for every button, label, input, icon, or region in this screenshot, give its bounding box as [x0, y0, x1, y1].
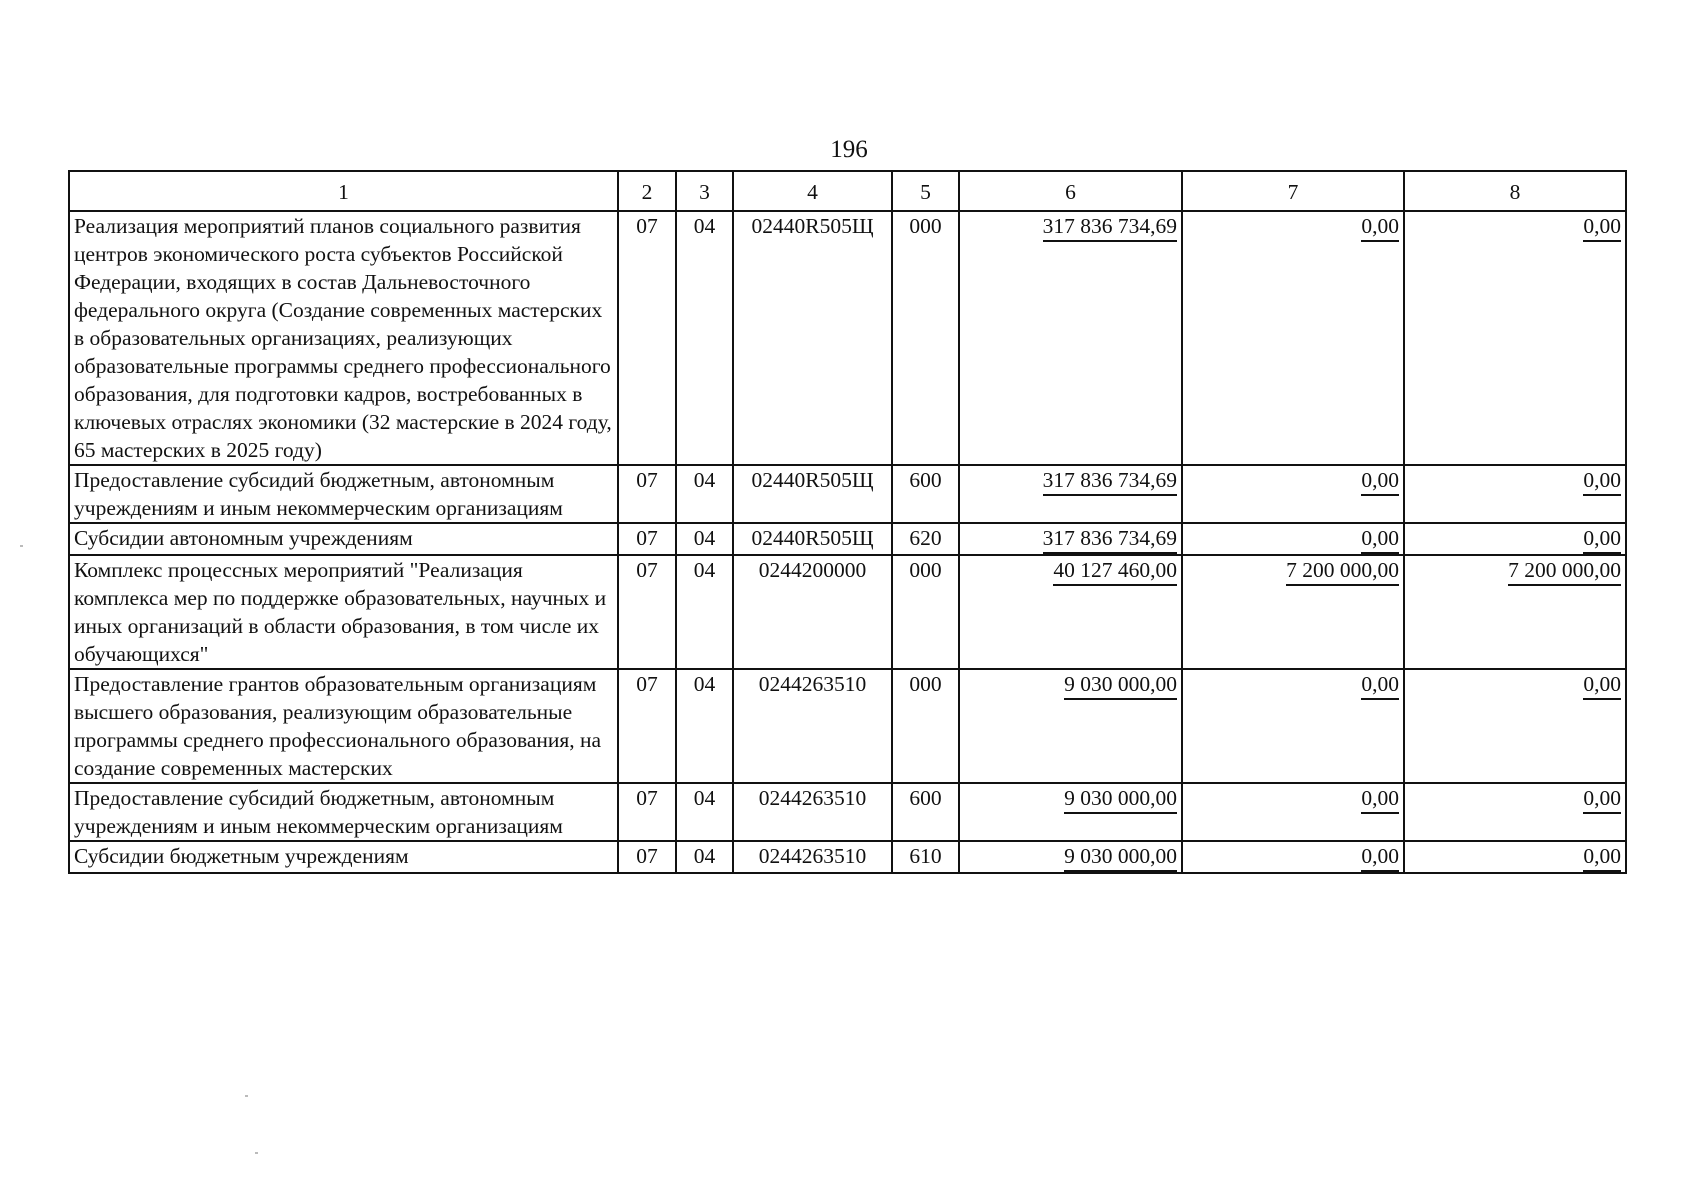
amount-col7: [1182, 465, 1404, 523]
amount-value: 317 836 734,69: [1043, 524, 1177, 554]
target-article-code: 0244263510: [733, 841, 892, 873]
section-code: 07: [618, 783, 676, 841]
amount-col6: [959, 211, 1182, 465]
target-article-code: 02440R505Щ: [733, 465, 892, 523]
amount-col7: [1182, 841, 1404, 873]
header-row: [69, 171, 1626, 211]
table-row: [69, 465, 1626, 523]
scan-speck: [245, 1095, 248, 1097]
column-header-1: 1: [69, 171, 618, 211]
subsection-code: 04: [676, 555, 733, 669]
table-row: [69, 783, 1626, 841]
table-row: [69, 841, 1626, 873]
target-article-code: 0244263510: [733, 783, 892, 841]
section-code: 07: [618, 465, 676, 523]
subsection-code: 04: [676, 669, 733, 783]
target-article-code: 0244200000: [733, 555, 892, 669]
amount-value: 0,00: [1583, 466, 1621, 496]
amount-value: 0,00: [1361, 842, 1399, 872]
amount-col8: [1404, 211, 1626, 465]
row-name: Предоставление субсидий бюджетным, автономным учреждениям и иным некоммерческим организациям: [69, 465, 618, 523]
amount-value: 0,00: [1583, 784, 1621, 814]
amount-value: 317 836 734,69: [1043, 466, 1177, 496]
column-header-2: 2: [618, 171, 676, 211]
row-name: Субсидии бюджетным учреждениям: [69, 841, 618, 873]
amount-value: 317 836 734,69: [1043, 212, 1177, 242]
page-number: 196: [830, 136, 868, 163]
amount-col6: [959, 465, 1182, 523]
subsection-code: 04: [676, 841, 733, 873]
amount-col7: [1182, 523, 1404, 555]
amount-value: 7 200 000,00: [1286, 556, 1399, 586]
subsection-code: 04: [676, 211, 733, 465]
amount-col8: [1404, 555, 1626, 669]
budget-table: [68, 170, 1627, 874]
section-code: 07: [618, 669, 676, 783]
row-name: Реализация мероприятий планов социального развития центров экономического роста субъектов Российской Федерации, входящих в состав Дальневосточного федерального округа (Создание современных мастерских в образовательных организациях, реализующих образовательные программы среднего профессионального образования, для подготовки кадров, востребованных в ключевых отраслях экономики (32 мастерские в 2024 году, 65 мастерских в 2025 году): [69, 211, 618, 465]
amount-value: 0,00: [1583, 842, 1621, 872]
amount-value: 9 030 000,00: [1064, 784, 1177, 814]
amount-col8: [1404, 465, 1626, 523]
amount-value: 40 127 460,00: [1053, 556, 1177, 586]
section-code: 07: [618, 211, 676, 465]
amount-col7: [1182, 783, 1404, 841]
row-name: Предоставление грантов образовательным организациям высшего образования, реализующим образовательные программы среднего профессионального образования, на создание современных мастерских: [69, 669, 618, 783]
scan-speck: [255, 1152, 258, 1154]
subsection-code: 04: [676, 523, 733, 555]
amount-value: 0,00: [1583, 670, 1621, 700]
row-name: Комплекс процессных мероприятий "Реализация комплекса мер по поддержке образовательных, научных и иных организаций в области образования, в том числе их обучающихся": [69, 555, 618, 669]
amount-value: 9 030 000,00: [1064, 842, 1177, 872]
column-header-6: 6: [959, 171, 1182, 211]
subsection-code: 04: [676, 783, 733, 841]
amount-value: 0,00: [1361, 524, 1399, 554]
expense-type-code: 000: [892, 669, 959, 783]
expense-type-code: 620: [892, 523, 959, 555]
row-name: Субсидии автономным учреждениям: [69, 523, 618, 555]
column-header-8: 8: [1404, 171, 1626, 211]
amount-value: 0,00: [1361, 670, 1399, 700]
amount-value: 0,00: [1361, 784, 1399, 814]
target-article-code: 02440R505Щ: [733, 523, 892, 555]
column-header-3: 3: [676, 171, 733, 211]
amount-value: 0,00: [1583, 524, 1621, 554]
row-name: Предоставление субсидий бюджетным, автономным учреждениям и иным некоммерческим организациям: [69, 783, 618, 841]
target-article-code: 02440R505Щ: [733, 211, 892, 465]
amount-col6: [959, 523, 1182, 555]
column-header-7: 7: [1182, 171, 1404, 211]
expense-type-code: 610: [892, 841, 959, 873]
amount-col6: [959, 841, 1182, 873]
expense-type-code: 600: [892, 783, 959, 841]
column-header-4: 4: [733, 171, 892, 211]
subsection-code: 04: [676, 465, 733, 523]
amount-value: 9 030 000,00: [1064, 670, 1177, 700]
table-row: [69, 211, 1626, 465]
table-row: [69, 555, 1626, 669]
section-code: 07: [618, 523, 676, 555]
amount-col6: [959, 783, 1182, 841]
amount-value: 7 200 000,00: [1508, 556, 1621, 586]
amount-col8: [1404, 669, 1626, 783]
table-row: [69, 669, 1626, 783]
amount-value: 0,00: [1361, 466, 1399, 496]
scan-speck: [20, 545, 23, 547]
table-row: [69, 523, 1626, 555]
amount-col6: [959, 669, 1182, 783]
amount-col8: [1404, 841, 1626, 873]
amount-col7: [1182, 211, 1404, 465]
expense-type-code: 000: [892, 555, 959, 669]
section-code: 07: [618, 841, 676, 873]
expense-type-code: 600: [892, 465, 959, 523]
target-article-code: 0244263510: [733, 669, 892, 783]
amount-value: 0,00: [1361, 212, 1399, 242]
amount-col7: [1182, 669, 1404, 783]
section-code: 07: [618, 555, 676, 669]
amount-col8: [1404, 523, 1626, 555]
amount-col8: [1404, 783, 1626, 841]
amount-col6: [959, 555, 1182, 669]
column-header-5: 5: [892, 171, 959, 211]
expense-type-code: 000: [892, 211, 959, 465]
amount-col7: [1182, 555, 1404, 669]
amount-value: 0,00: [1583, 212, 1621, 242]
